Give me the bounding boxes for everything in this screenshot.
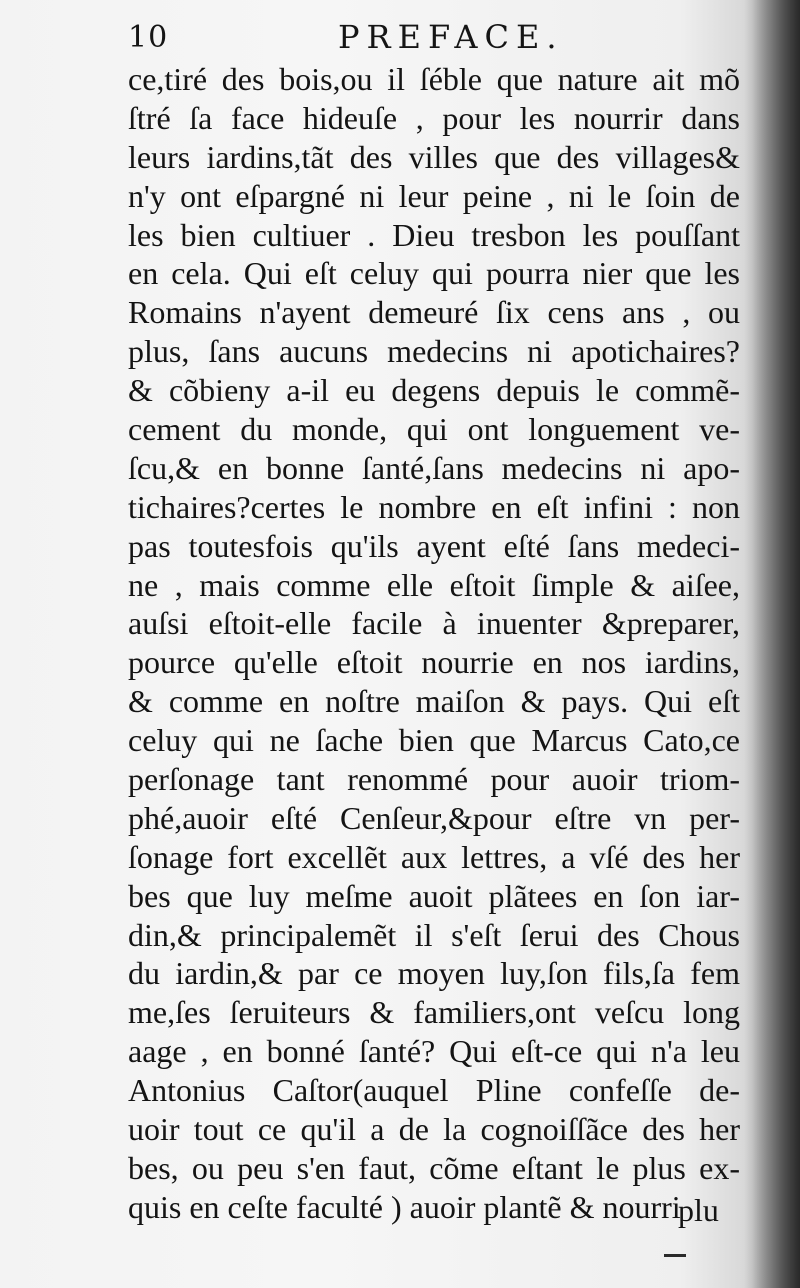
text-line: les bien cultiuer . Dieu tresbon les pouſſant <box>128 216 740 253</box>
text-line: celuy qui ne ſache bien que Marcus Cato,ce <box>128 722 740 759</box>
page-number: 10 <box>128 20 169 55</box>
text-line: pas toutesfois qu'ils ayent eſté ſans medeci- <box>128 527 740 564</box>
text-line: leurs iardins,tãt des villes que des villages& <box>128 138 740 175</box>
text-line: & cõbieny a-il eu degens depuis le commẽ- <box>128 372 740 409</box>
text-line: ſtré ſa face hideuſe , pour les nourrir dans <box>128 99 740 136</box>
text-line: me,ſes ſeruiteurs & familiers,ont veſcu long <box>128 994 740 1031</box>
text-line: aage , en bonné ſanté? Qui eſt-ce qui n'a leu <box>128 1033 740 1070</box>
page-gutter-shadow <box>752 0 800 1288</box>
text-line: Antonius Caſtor(auquel Pline confeſſe de- <box>128 1072 740 1109</box>
text-line: tichaires?certes le nombre en eſt infini : non <box>128 488 740 525</box>
page-header <box>128 14 738 64</box>
catchword: plu <box>678 1192 719 1228</box>
text-line: ſonage fort excellẽt aux lettres, a vſé des her <box>128 838 740 875</box>
text-line: bes que luy meſme auoit plãtees en ſon iar- <box>128 877 740 914</box>
text-line: ne , mais comme elle eſtoit ſimple & aiſee, <box>128 566 740 603</box>
text-line: phé,auoir eſté Cenſeur,&pour eſtre vn per- <box>128 799 740 836</box>
text-line: uoir tout ce qu'il a de la cognoiſſãce des her <box>128 1111 740 1148</box>
text-line: pource qu'elle eſtoit nourrie en nos iardins, <box>128 644 740 681</box>
running-head: PREFACE. <box>338 18 564 56</box>
text-line: cement du monde, qui ont longuement ve- <box>128 411 740 448</box>
text-line: n'y ont eſpargné ni leur peine , ni le ſoin de <box>128 177 740 214</box>
body-text <box>128 60 740 1227</box>
text-line: quis en ceſte faculté ) auoir plantẽ & nourri <box>128 1188 681 1225</box>
text-line: din,& principalemẽt il s'eſt ſerui des Chous <box>128 916 740 953</box>
text-line: du iardin,& par ce moyen luy,ſon fils,ſa fem <box>128 955 740 992</box>
text-line: ſcu,& en bonne ſanté,ſans medecins ni apo- <box>128 449 740 486</box>
text-line: bes, ou peu s'en faut, cõme eſtant le plus ex- <box>128 1149 740 1186</box>
text-line: ce,tiré des bois,ou il ſéble que nature ait mõ <box>128 61 740 97</box>
text-line: plus, ſans aucuns medecins ni apotichaires? <box>128 333 740 370</box>
text-line: & comme en noſtre maiſon & pays. Qui eſt <box>128 683 740 720</box>
printer-mark <box>664 1254 686 1257</box>
text-line: auſsi eſtoit-elle facile à inuenter &preparer, <box>128 605 740 642</box>
text-line: perſonage tant renommé pour auoir triom- <box>128 761 740 798</box>
text-line: Romains n'ayent demeuré ſix cens ans , ou <box>128 294 740 331</box>
text-line: en cela. Qui eſt celuy qui pourra nier que les <box>128 255 740 292</box>
